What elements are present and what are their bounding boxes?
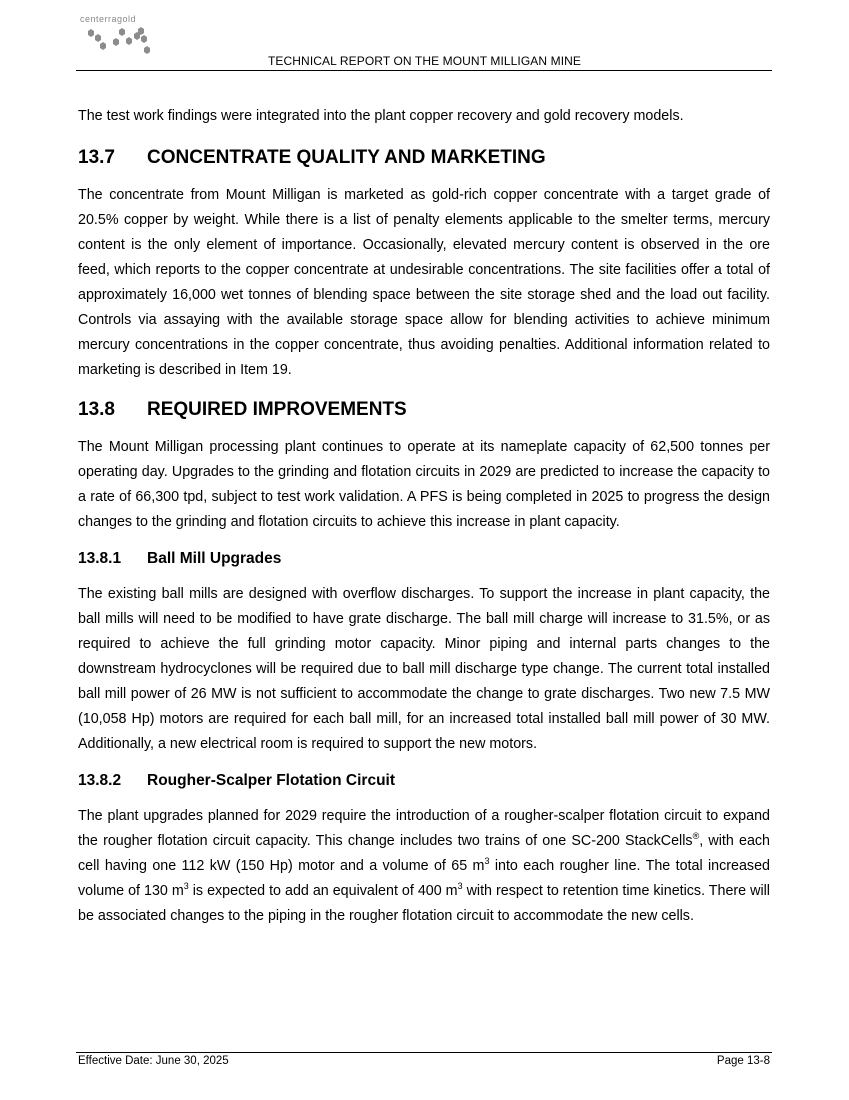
text-run: into each rougher line. The total increased volume of 130 m (78, 858, 770, 899)
section-number: 13.8.2 (78, 772, 122, 789)
section-number: 13.7 (78, 147, 115, 168)
footer-divider (76, 1052, 772, 1053)
section-13-8-1-paragraph: The existing ball mills are designed with overflow discharges. To support the increase in plant capacity, the ball mills will need to be modified to have grate discharge. The ball mill charge will increase to 31.5%, or as required to achieve the full grinding motor capacity. Minor piping and internal parts changes to the downstream hydrocyclones will be required due to ball mill discharge type change. The current total installed ball mill power of 26 MW is not sufficient to accommodate the change to grate discharges. Two new 7.5 MW (10,058 Hp) motors are required for each ball mill, for an increased total installed ball mill power of 30 MW. Additionally, a new electrical room is required to support the new motors. (78, 586, 770, 752)
superscript: 3 (183, 881, 189, 892)
section-title: CONCENTRATE QUALITY AND MARKETING (147, 147, 546, 168)
section-title: Ball Mill Upgrades (147, 550, 282, 567)
header-divider (76, 70, 772, 71)
section-13-8-paragraph: The Mount Milligan processing plant continues to operate at its nameplate capacity of 62,500 tonnes per operating day. Upgrades to the grinding and flotation circuits in 2029 are predicted to increase the capacity to a rate of 66,300 tpd, subject to test work validation. A PFS is being completed in 2025 to progress the design changes to the grinding and flotation circuits to achieve this increase in plant capacity. (78, 439, 770, 530)
superscript: 3 (457, 881, 463, 892)
page-number: Page 13-8 (716, 1055, 770, 1067)
text-run: , with each cell having one 112 kW (150 Hp) motor and a volume of 65 m (78, 833, 770, 874)
section-13-7-paragraph: The concentrate from Mount Milligan is marketed as gold-rich copper concentrate with a target grade of 20.5% copper by weight. While there is a list of penalty elements applicable to the smelter terms, mercury content is the only element of importance. Occasionally, elevated mercury content is observed in the ore feed, which reports to the copper concentrate at undesirable concentrations. The site facilities offer a total of approximately 16,000 wet tonnes of blending space between the site storage shed and the load out facility. Controls via assaying with the available storage space allow for blending activities to achieve minimum mercury concentrations in the copper concentrate, thus avoiding penalties. Additional information related to marketing is described in Item 19. (78, 187, 770, 378)
text-run: with respect to retention time kinetics. There will be associated changes to the piping in the rougher flotation circuit to accommodate the new cells. (78, 883, 770, 924)
effective-date: Effective Date: June 30, 2025 (78, 1055, 229, 1067)
section-number: 13.8.1 (78, 550, 122, 567)
section-13-7-heading (78, 147, 770, 169)
section-13-8-1-heading (78, 550, 770, 568)
superscript: 3 (484, 856, 490, 867)
page-content (78, 100, 770, 929)
section-title: Rougher-Scalper Flotation Circuit (147, 772, 396, 789)
section-13-8-2-heading (78, 772, 770, 790)
registered-mark: ® (692, 831, 700, 842)
report-header-title: TECHNICAL REPORT ON THE MOUNT MILLIGAN MINE (267, 54, 581, 68)
text-run: is expected to add an equivalent of 400 m (188, 883, 458, 899)
section-13-8-2-paragraph (78, 804, 770, 929)
section-number: 13.8 (78, 399, 115, 420)
section-13-8-heading (78, 399, 770, 421)
text-run: The plant upgrades planned for 2029 require the introduction of a rougher-scalper flotation circuit to expand the rougher flotation circuit capacity. This change includes two trains of one SC-200 StackCells (78, 808, 770, 849)
logo-wordmark: centerragold (80, 14, 137, 24)
intro-paragraph: The test work findings were integrated into the plant copper recovery and gold recovery models. (78, 108, 684, 124)
section-title: REQUIRED IMPROVEMENTS (147, 399, 407, 420)
